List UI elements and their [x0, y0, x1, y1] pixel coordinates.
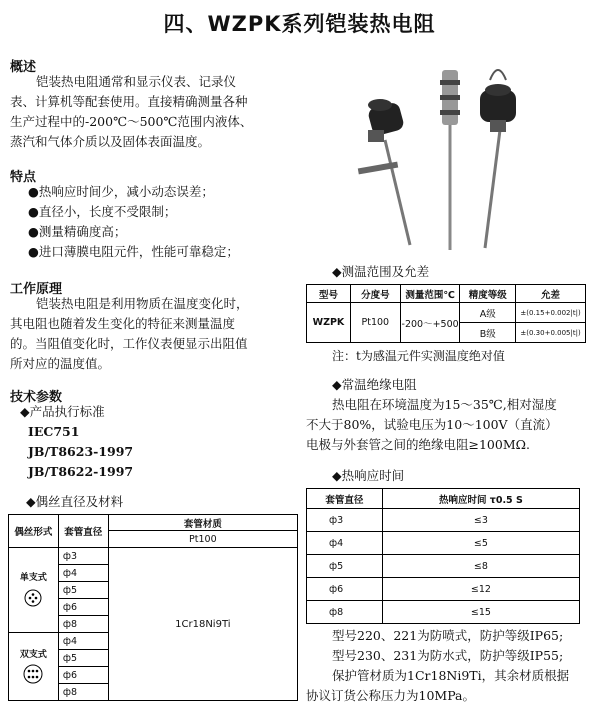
table-cell: ф8: [58, 616, 108, 633]
col-header-diameter: 套管直径: [307, 489, 383, 509]
range-note: 注：t为感温元件实测温度绝对值: [332, 349, 505, 363]
col-header-model: 型号: [307, 285, 351, 303]
insulation-line: 热电阻在环境温度为15～35℃,相对湿度: [332, 397, 557, 412]
double-wire-icon: [23, 664, 43, 684]
table-cell: ≤12: [382, 578, 579, 601]
page-title: 四、WZPK系列铠装热电阻: [163, 12, 436, 36]
material-value: 1Cr18Ni9Ti: [108, 548, 297, 701]
grade-a: A级: [460, 303, 516, 323]
bullet-icon: ●: [28, 204, 39, 219]
insulation-line: 电极与外套管之间的绝缘电阻≥100MΩ.: [306, 437, 530, 452]
col-header-material: 套管材质: [108, 515, 297, 531]
table-cell: ф5: [58, 650, 108, 667]
standards-label: ◆产品执行标准: [20, 404, 105, 419]
index-value: Pt100: [350, 303, 400, 343]
feature-item: ●热响应时间少，减小动态误差；: [28, 184, 214, 199]
insulation-text: [306, 395, 596, 455]
model-value: WZPK: [307, 303, 351, 343]
standard-item: JB/T8622-1997: [28, 464, 134, 479]
col-header-grade: 精度等级: [460, 285, 516, 303]
col-header-response: 热响应时间 τ0.5 S: [382, 489, 579, 509]
overview-text: [10, 72, 310, 152]
feature-item: ●直径小，长度不受限制；: [28, 204, 177, 219]
overview-line: 表、计算机等配套使用。直接精确测量各种: [10, 94, 248, 109]
table-cell: ф5: [58, 582, 108, 599]
col-header-form: 偶丝形式: [9, 515, 59, 548]
table-cell: ф5: [307, 555, 383, 578]
sensor-probe-3: [480, 70, 516, 248]
single-type-cell: [9, 548, 59, 633]
col-header-range: 测量范围℃: [400, 285, 460, 303]
table-cell: ф8: [307, 601, 383, 624]
table-cell: ф4: [307, 532, 383, 555]
table-cell: ф8: [58, 684, 108, 701]
principle-line: 所对应的温度值。: [10, 356, 111, 371]
table-cell: ф3: [307, 509, 383, 532]
overview-heading: 概述: [10, 60, 37, 75]
tolerance-b: ±(0.30+0.005|t|): [516, 323, 586, 343]
insulation-caption: ◆常温绝缘电阻: [332, 377, 417, 392]
standard-item: IEC751: [28, 424, 80, 439]
couple-table-caption: ◆偶丝直径及材料: [26, 494, 124, 509]
principle-line: 铠装热电阻是利用物质在温度变化时，: [36, 296, 249, 311]
bullet-icon: ●: [28, 184, 39, 199]
sensor-probe-1: [358, 99, 410, 245]
overview-line: 蒸汽和气体介质以及固体表面温度。: [10, 134, 211, 149]
single-wire-icon: [24, 589, 42, 607]
table-cell: ≤8: [382, 555, 579, 578]
double-type-label: 双支式: [19, 649, 47, 660]
feature-item: ●进口薄膜电阻元件，性能可靠稳定；: [28, 244, 239, 259]
table-cell: ф6: [58, 599, 108, 616]
features-list: [28, 182, 328, 262]
table-cell: ≤5: [382, 532, 579, 555]
footer-line: 协议订货公称压力为10MPa。: [306, 688, 476, 703]
couple-table: [8, 514, 298, 701]
feature-item: ●测量精确度高；: [28, 224, 127, 239]
bullet-icon: ●: [28, 244, 39, 259]
response-table: [306, 488, 580, 624]
range-value: -200～+500: [400, 303, 460, 343]
features-heading: 特点: [10, 170, 37, 185]
range-table: [306, 284, 586, 343]
footer-line: 保护管材质为1Cr18Ni9Ti，其余材质根据: [332, 668, 570, 683]
overview-line: 铠装热电阻通常和显示仪表、记录仪: [36, 74, 237, 89]
double-type-cell: [9, 633, 59, 701]
footer-line: 型号220、221为防喷式，防护等级IP65;: [332, 628, 564, 643]
bullet-icon: ●: [28, 224, 39, 239]
table-cell: ≤15: [382, 601, 579, 624]
standard-item: JB/T8623-1997: [28, 444, 134, 459]
product-photo: [330, 50, 580, 250]
table-cell: ф6: [307, 578, 383, 601]
principle-heading: 工作原理: [10, 282, 63, 297]
response-table-caption: ◆热响应时间: [332, 468, 405, 483]
table-cell: ф4: [58, 565, 108, 582]
grade-b: B级: [460, 323, 516, 343]
insulation-line: 不大于80%，试验电压为10～100V（直流）: [306, 417, 558, 432]
standards-list: [28, 422, 133, 482]
sensor-probe-2: [440, 70, 460, 250]
table-cell: ф3: [58, 548, 108, 565]
principle-text: [10, 294, 310, 374]
tech-heading: 技术参数: [10, 390, 63, 405]
table-cell: ф4: [58, 633, 108, 650]
footer-line: 型号230、231为防水式，防护等级IP55;: [332, 648, 564, 663]
overview-line: 生产过程中的-200℃～500℃范围内液体、: [10, 114, 253, 129]
principle-line: 其电阻也随着发生变化的特征来测量温度: [10, 316, 236, 331]
range-table-caption: ◆测温范围及允差: [332, 264, 430, 279]
table-cell: ≤3: [382, 509, 579, 532]
col-header-index: 分度号: [350, 285, 400, 303]
single-type-label: 单支式: [19, 573, 47, 583]
principle-line: 的。当阻值变化时，工作仪表便显示出阻值: [10, 336, 248, 351]
footer-notes: [306, 626, 596, 706]
material-subheader: Pt100: [108, 531, 297, 548]
col-header-diameter: 套管直径: [58, 515, 108, 548]
tolerance-a: ±(0.15+0.002|t|): [516, 303, 586, 323]
table-cell: ф6: [58, 667, 108, 684]
col-header-tolerance: 允差: [516, 285, 586, 303]
